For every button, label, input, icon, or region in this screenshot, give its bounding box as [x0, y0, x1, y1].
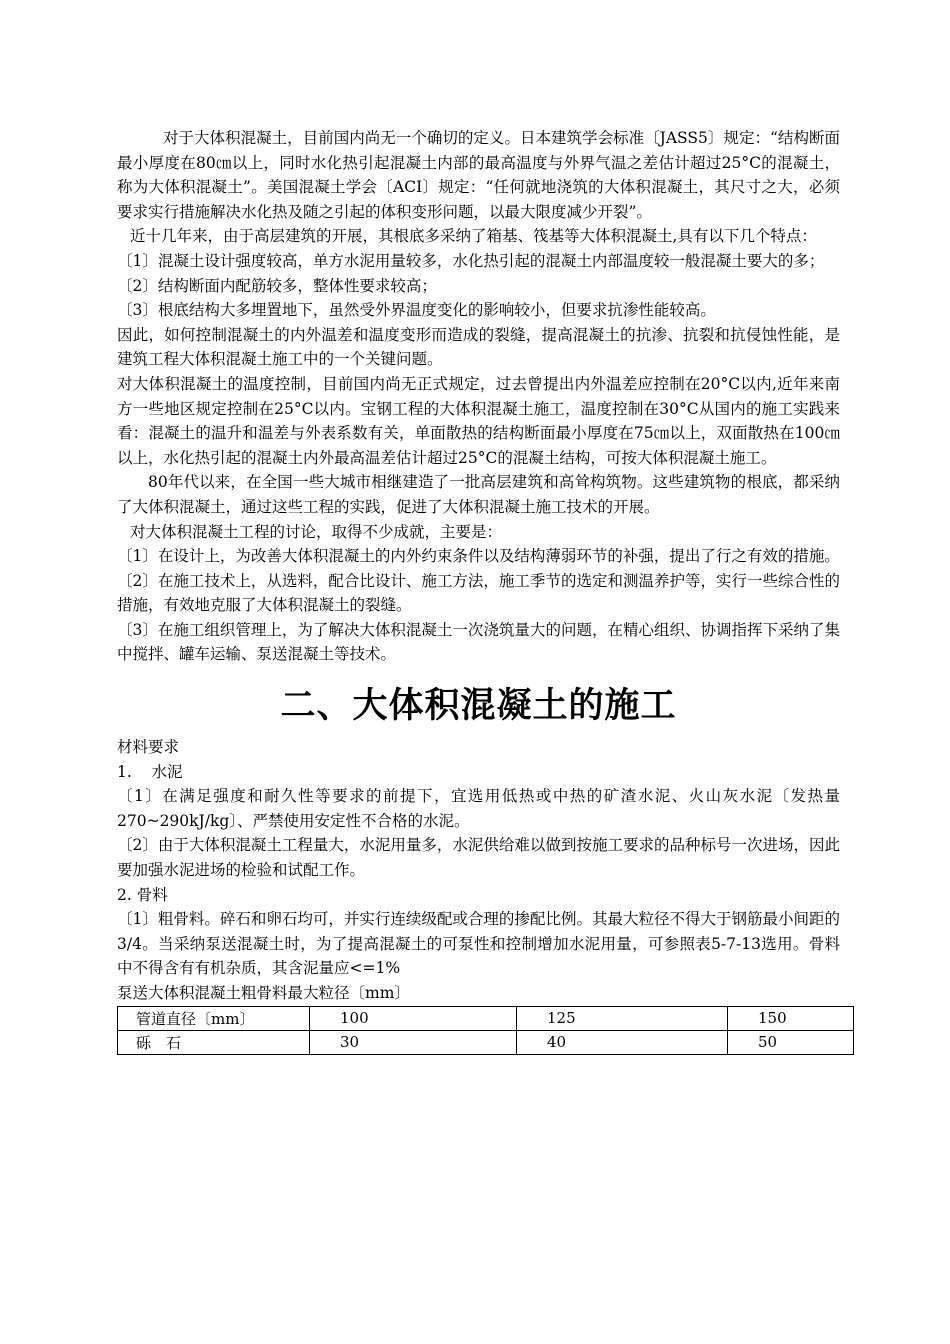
paragraph-history: 80年代以来，在全国一些大城市相继建造了一批高层建筑和高耸构筑物。这些建筑物的根底，都采纳了大体积混凝土，通过这些工程的实践，促进了大体积混凝土施工技术的开展。 [117, 473, 840, 516]
section-heading: 二、大体积混凝土的施工 [280, 686, 677, 727]
list-item: 〔3〕在施工组织管理上，为了解决大体积混凝土一次浇筑量大的问题，在精心组织、协调指挥下采纳了集中搅拌、罐车运输、泵送混凝土等技术。 [117, 620, 840, 664]
table-cell: 125 [517, 1006, 728, 1030]
list-item: 〔3〕根底结构大多埋置地下，虽然受外界温度变化的影响较小，但要求抗渗性能较高。 [117, 301, 716, 320]
table-cell: 砾 石 [118, 1030, 310, 1054]
paragraph-definition: 对于大体积混凝土，目前国内尚无一个确切的定义。日本建筑学会标准〔JASS5〕规定：“结构断面最小厚度在80㎝以上，同时水化热引起混凝土内部的最高温度与外界气温之差估计超过25°C的混凝土，称为大体积混凝土”。美国混凝土学会〔ACI〕规定：“任何就地浇筑的大体积混凝土，其尺寸之大，必须要求实行措施解决水化热及随之引起的体积变形问题，以最大限度减少开裂”。 [117, 129, 840, 221]
table-row [118, 1030, 854, 1054]
list-item: 〔2〕结构断面内配筋较多，整体性要求较高； [117, 276, 437, 295]
aggregate-item-1: 〔1〕粗骨料。碎石和卵石均可，并实行连续级配或合理的掺配比例。其最大粒径不得大于钢筋最小间距的3/4。当采纳泵送混凝土时，为了提高混凝土的可泵性和控制增加水泥用量，可参照表5-7-13选用。骨料中不得含有有机杂质，其含泥量应<=1% [117, 910, 840, 978]
cement-item-1: 〔1〕在满足强度和耐久性等要求的前提下，宜选用低热或中热的矿渣水泥、火山灰水泥〔发热量270~290kJ/kg〕、严禁使用安定性不合格的水泥。 [117, 787, 840, 830]
aggregate-size-table [117, 1006, 854, 1055]
material-title: 材料要求 [117, 738, 180, 757]
table-cell: 100 [310, 1006, 517, 1030]
cement-title: 1. 水泥 [117, 762, 183, 781]
paragraph-features-intro: 近十几年来，由于高层建筑的开展，其根底多采纳了箱基、筏基等大体积混凝土,具有以下几个特点： [130, 227, 817, 246]
table-row [118, 1006, 854, 1030]
aggregate-title: 2. 骨料 [117, 885, 168, 904]
list-item: 〔1〕混凝土设计强度较高，单方水泥用量较多，水化热引起的混凝土内部温度较一般混凝土要大的多； [117, 251, 825, 270]
table-cell: 30 [310, 1030, 517, 1054]
paragraph-achievements-intro: 对大体积混凝土工程的讨论，取得不少成就，主要是： [130, 522, 503, 541]
paragraph-key-problem: 因此，如何控制混凝土的内外温差和温度变形而造成的裂缝，提高混凝土的抗渗、抗裂和抗侵蚀性能，是建筑工程大体积混凝土施工中的一个关键问题。 [117, 325, 840, 369]
list-item: 〔2〕在施工技术上，从选料，配合比设计、施工方法，施工季节的选定和测温养护等，实行一些综合性的措施，有效地克服了大体积混凝土的裂缝。 [117, 571, 840, 615]
table-cell: 40 [517, 1030, 728, 1054]
table-cell: 50 [728, 1030, 854, 1054]
cement-item-2: 〔2〕由于大体积混凝土工程量大，水泥用量多，水泥供给难以做到按施工要求的品种标号一次进场，因此要加强水泥进场的检验和试配工作。 [117, 836, 840, 880]
document-page [117, 126, 840, 1055]
table-cell: 管道直径〔mm〕 [118, 1006, 310, 1030]
table-caption: 泵送大体积混凝土粗骨料最大粒径〔mm〕 [117, 984, 410, 1002]
table-cell: 150 [728, 1006, 854, 1030]
list-item: 〔1〕在设计上，为改善大体积混凝土的内外约束条件以及结构薄弱环节的补强，提出了行之有效的措施。 [117, 547, 840, 566]
paragraph-temperature-control: 对大体积混凝土的温度控制，目前国内尚无正式规定，过去曾提出内外温差应控制在20°C以内,近年来南方一些地区规定控制在25°C以内。宝钢工程的大体积混凝土施工，温度控制在30°C从国内的施工实践来看：混凝土的温升和温差与外表系数有关，单面散热的结构断面最小厚度在75㎝以上，双面散热在100㎝以上，水化热引起的混凝土内外最高温差估计超过25°C的混凝土结构，可按大体积混凝土施工。 [117, 374, 840, 467]
